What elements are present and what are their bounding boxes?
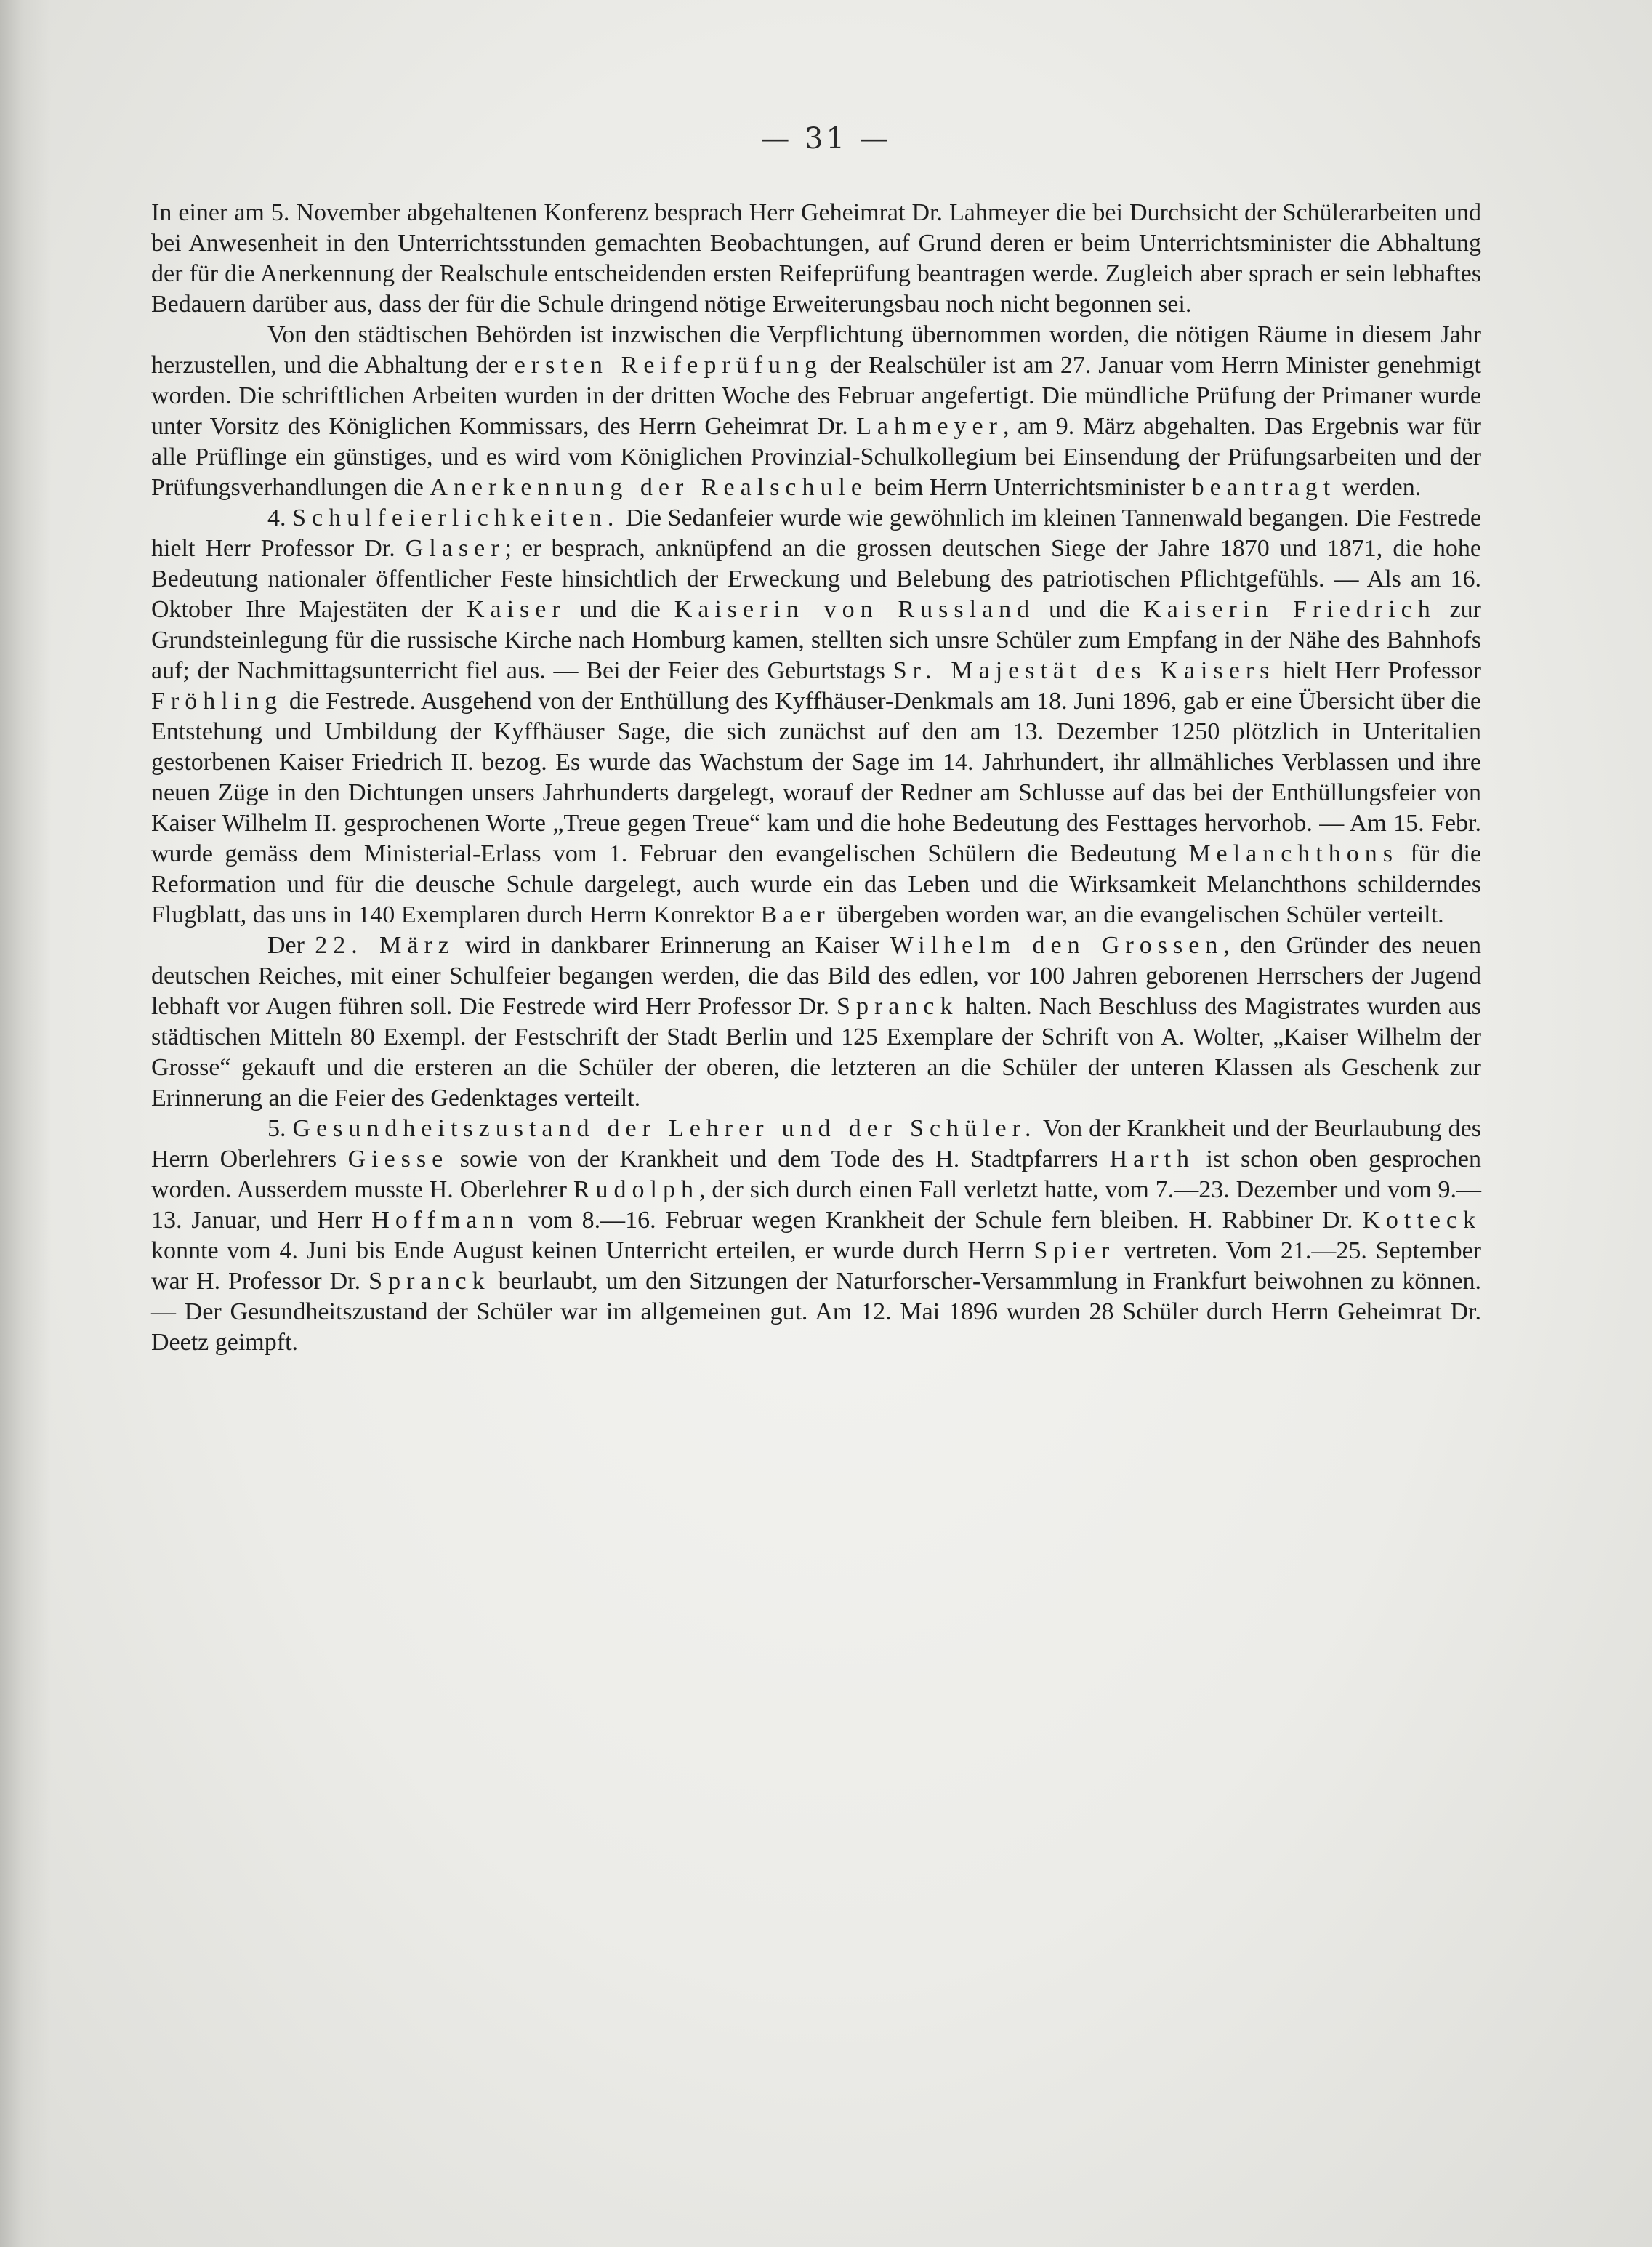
spaced-name: Sr. Majestät des Kaisers (893, 657, 1276, 684)
text-run: beim Herrn Unterrichtsminister (868, 474, 1192, 501)
spaced-name: Giesse (347, 1146, 449, 1173)
page-edge-shadow (0, 0, 51, 2247)
section-heading: Schulfeierlichkeiten. (292, 505, 620, 531)
spaced-name: Rudolph (573, 1176, 699, 1203)
spaced-term: ersten Reifeprüfung (514, 352, 823, 379)
body-text (151, 198, 1481, 1358)
paragraph-konferenz: In einer am 5. November abgehaltenen Konferenz besprach Herr Geheimrat Dr. Lahmeyer die bei Durchsicht der Schülerarbeiten und bei Anwesenheit in den Unterrichtsstunden gemachten Beobachtungen, auf Grund deren er beim Unterrichtsminister die Abhaltung der für die Anerkennung der Realschule entscheidenden ersten Reifeprüfung beantragen werde. Zugleich aber sprach er sein lebhaftes Bedauern darüber aus, dass der für die Schule dringend nötige Erweiterungsbau noch nicht begonnen sei. (151, 199, 1481, 318)
text-run: der Realschüler ist am 27. Januar vom Herrn Minister genehmigt worden. Die schriftlichen Arbeiten wurden in der dritten Woche des Februar angefertigt. Die mündliche Prüfung der Primaner wurde unter Vorsitz des Königlichen Kommissars, des Herrn Geheimrat Dr. (151, 352, 1481, 440)
section-heading: Gesundheitszustand der Lehrer und der Schüler. (292, 1115, 1037, 1142)
spaced-term: 22. März (315, 932, 455, 959)
text-run: die Festrede. Ausgehend von der Enthüllung des Kyffhäuser-Denkmals am 18. Juni 1896, gab er eine Übersicht über die Entstehung und Umbildung der Kyffhäuser Sage, die sich zunächst auf den am 13. Dezember 1250 plötzlich in Unteritalien gestorbenen Kaiser Friedrich II. bezog. Es wurde das Wachstum der Sage im 14. Jahrhundert, ihr allmähliches Verblassen und ihre neuen Züge in den Dichtungen unsers Jahrhunderts dargelegt, worauf der Redner am Schlusse auf das bei der Enthüllungsfeier von Kaiser Wilhelm II. gesprochenen Worte „Treue gegen Treue“ kam und die hohe Bedeutung des Festtages hervorhob. — Am 15. Febr. wurde gemäss dem Ministerial-Erlass vom 1. Februar den evangelischen Schülern die Bedeutung (151, 688, 1481, 867)
text-run: Von den städtischen Behörden ist inzwischen die Verpflichtung übernommen worden, die nötigen Räume in diesem Jahr herzustellen, und die Abhaltung der (151, 321, 1481, 379)
spaced-name: Spranck (837, 993, 959, 1020)
paragraph-reifepruefung (151, 320, 1481, 503)
spaced-name: Hoffmann (371, 1207, 520, 1234)
text-run: und die (1035, 596, 1144, 623)
text-run: werden. (1336, 474, 1422, 501)
text-run: wird in dankbarer Erinnerung an Kaiser (454, 932, 890, 959)
spaced-name: Glaser (405, 535, 505, 562)
text-run: für die Reformation und für die deusche Schule dargelegt, auch wurde ein das Leben und die Wirksamkeit Melanchthons schilderndes Flugblatt, das uns in 140 Exemplaren durch Herrn Konrektor (151, 840, 1481, 928)
spaced-name: Spranck (368, 1268, 491, 1295)
text-run: , der sich durch einen Fall verletzt hatte, vom 7.—23. Dezember und vom 9.—13. Januar, und Herr (151, 1176, 1482, 1234)
spaced-name: Kaiser (466, 596, 566, 623)
spaced-name: Spier (1033, 1237, 1116, 1264)
paragraph-schulfeierlichkeiten (151, 503, 1481, 930)
text-run: ; er besprach, anknüpfend an die grossen deutschen Siege der Jahre 1870 und 1871, die hohe Bedeutung nationaler öffentlicher Feste hinsichtlich der Erweckung und Belebung des patriotischen Pflichtgefühls. — Als am 16. Oktober Ihre Majestäten der (151, 535, 1481, 623)
spaced-name: Kotteck (1362, 1207, 1482, 1234)
text-run: konnte vom 4. Juni bis Ende August keinen Unterricht erteilen, er wurde durch Herrn (151, 1237, 1034, 1264)
text-run: beurlaubt, um den Sitzungen der Naturforscher-Versammlung in Frankfurt beiwohnen zu können. — Der Gesundheitszustand der Schüler war im allgemeinen gut. Am 12. Mai 1896 wurden 28 Schüler durch Herrn Geheimrat Dr. Deetz geimpft. (151, 1268, 1481, 1356)
paragraph-gesundheitszustand (151, 1114, 1481, 1358)
text-run: zur Grundsteinlegung für die russische Kirche nach Homburg kamen, stellten sich unsre Schüler zum Empfang in der Nähe des Bahnhofs auf; der Nachmittagsunterricht fiel aus. — Bei der Feier des Geburtstags (151, 596, 1481, 684)
spaced-term: beantragt (1191, 474, 1337, 501)
spaced-name: Kaiserin Friedrich (1143, 596, 1436, 623)
text-run: ist schon oben gesprochen worden. Ausserdem musste H. Oberlehrer (151, 1146, 1481, 1203)
text-run: übergeben worden war, an die evangelischen Schüler verteilt. (830, 901, 1444, 928)
spaced-name: Wilhelm den Grossen (890, 932, 1224, 959)
paragraph-gedenktag (151, 930, 1481, 1114)
page-number: — 31 — (760, 122, 892, 156)
spaced-name: Melanchthons (1188, 840, 1398, 867)
spaced-name: Fröhling (151, 688, 283, 715)
spaced-name: Harth (1109, 1146, 1196, 1173)
text-run: vom 8.—16. Februar wegen Krankheit der Schule fern bleiben. H. Rabbiner Dr. (519, 1207, 1363, 1234)
text-run: Der (267, 932, 315, 959)
text-run: vertreten. Vom 21.—25. September war H. Professor Dr. (151, 1237, 1481, 1295)
spaced-term: Anerkennung der Realschule (430, 474, 869, 501)
text-run: sowie von der Krankheit und dem Tode des H. Stadtpfarrers (448, 1146, 1110, 1173)
spaced-name: Lahmeyer (856, 413, 1003, 440)
text-run: , am 9. März abgehalten. Das Ergebnis war für alle Prüflinge ein günstiges, und es wird vom Königlichen Provinzial-Schulkollegium bei Einsendung der Prüfungsarbeiten und der Prüfungsverhandlungen die (151, 413, 1481, 501)
text-run: Die Sedanfeier wurde wie gewöhnlich im kleinen Tannenwald begangen. Die Festrede hielt Herr Professor Dr. (151, 505, 1481, 562)
text-run: , den Gründer des neuen deutschen Reiches, mit einer Schulfeier begangen werden, die das Bild des edlen, vor 100 Jahren geborenen Herrschers der Jugend lebhaft vor Augen führen soll. Die Festrede wird Herr Professor Dr. (151, 932, 1481, 1020)
text-run: hielt Herr Professor (1275, 657, 1481, 684)
spaced-name: Baer (760, 901, 831, 928)
text-run: Von der Krankheit und der Beurlaubung des Herrn Oberlehrers (151, 1115, 1481, 1173)
spaced-name: Kaiserin von Russland (674, 596, 1036, 623)
text-run: und die (565, 596, 674, 623)
text-run: 5. (267, 1115, 293, 1142)
text-run: halten. Nach Beschluss des Magistrates wurden aus städtischen Mitteln 80 Exempl. der Festschrift der Stadt Berlin und 125 Exemplare der Schrift von A. Wolter, „Kaiser Wilhelm der Grosse“ gekauft und die ersteren an die Schüler der oberen, die letzteren an die Schüler der unteren Klassen als Geschenk zur Erinnerung an die Feier des Gedenktages verteilt. (151, 993, 1481, 1112)
text-run: 4. (267, 505, 293, 531)
